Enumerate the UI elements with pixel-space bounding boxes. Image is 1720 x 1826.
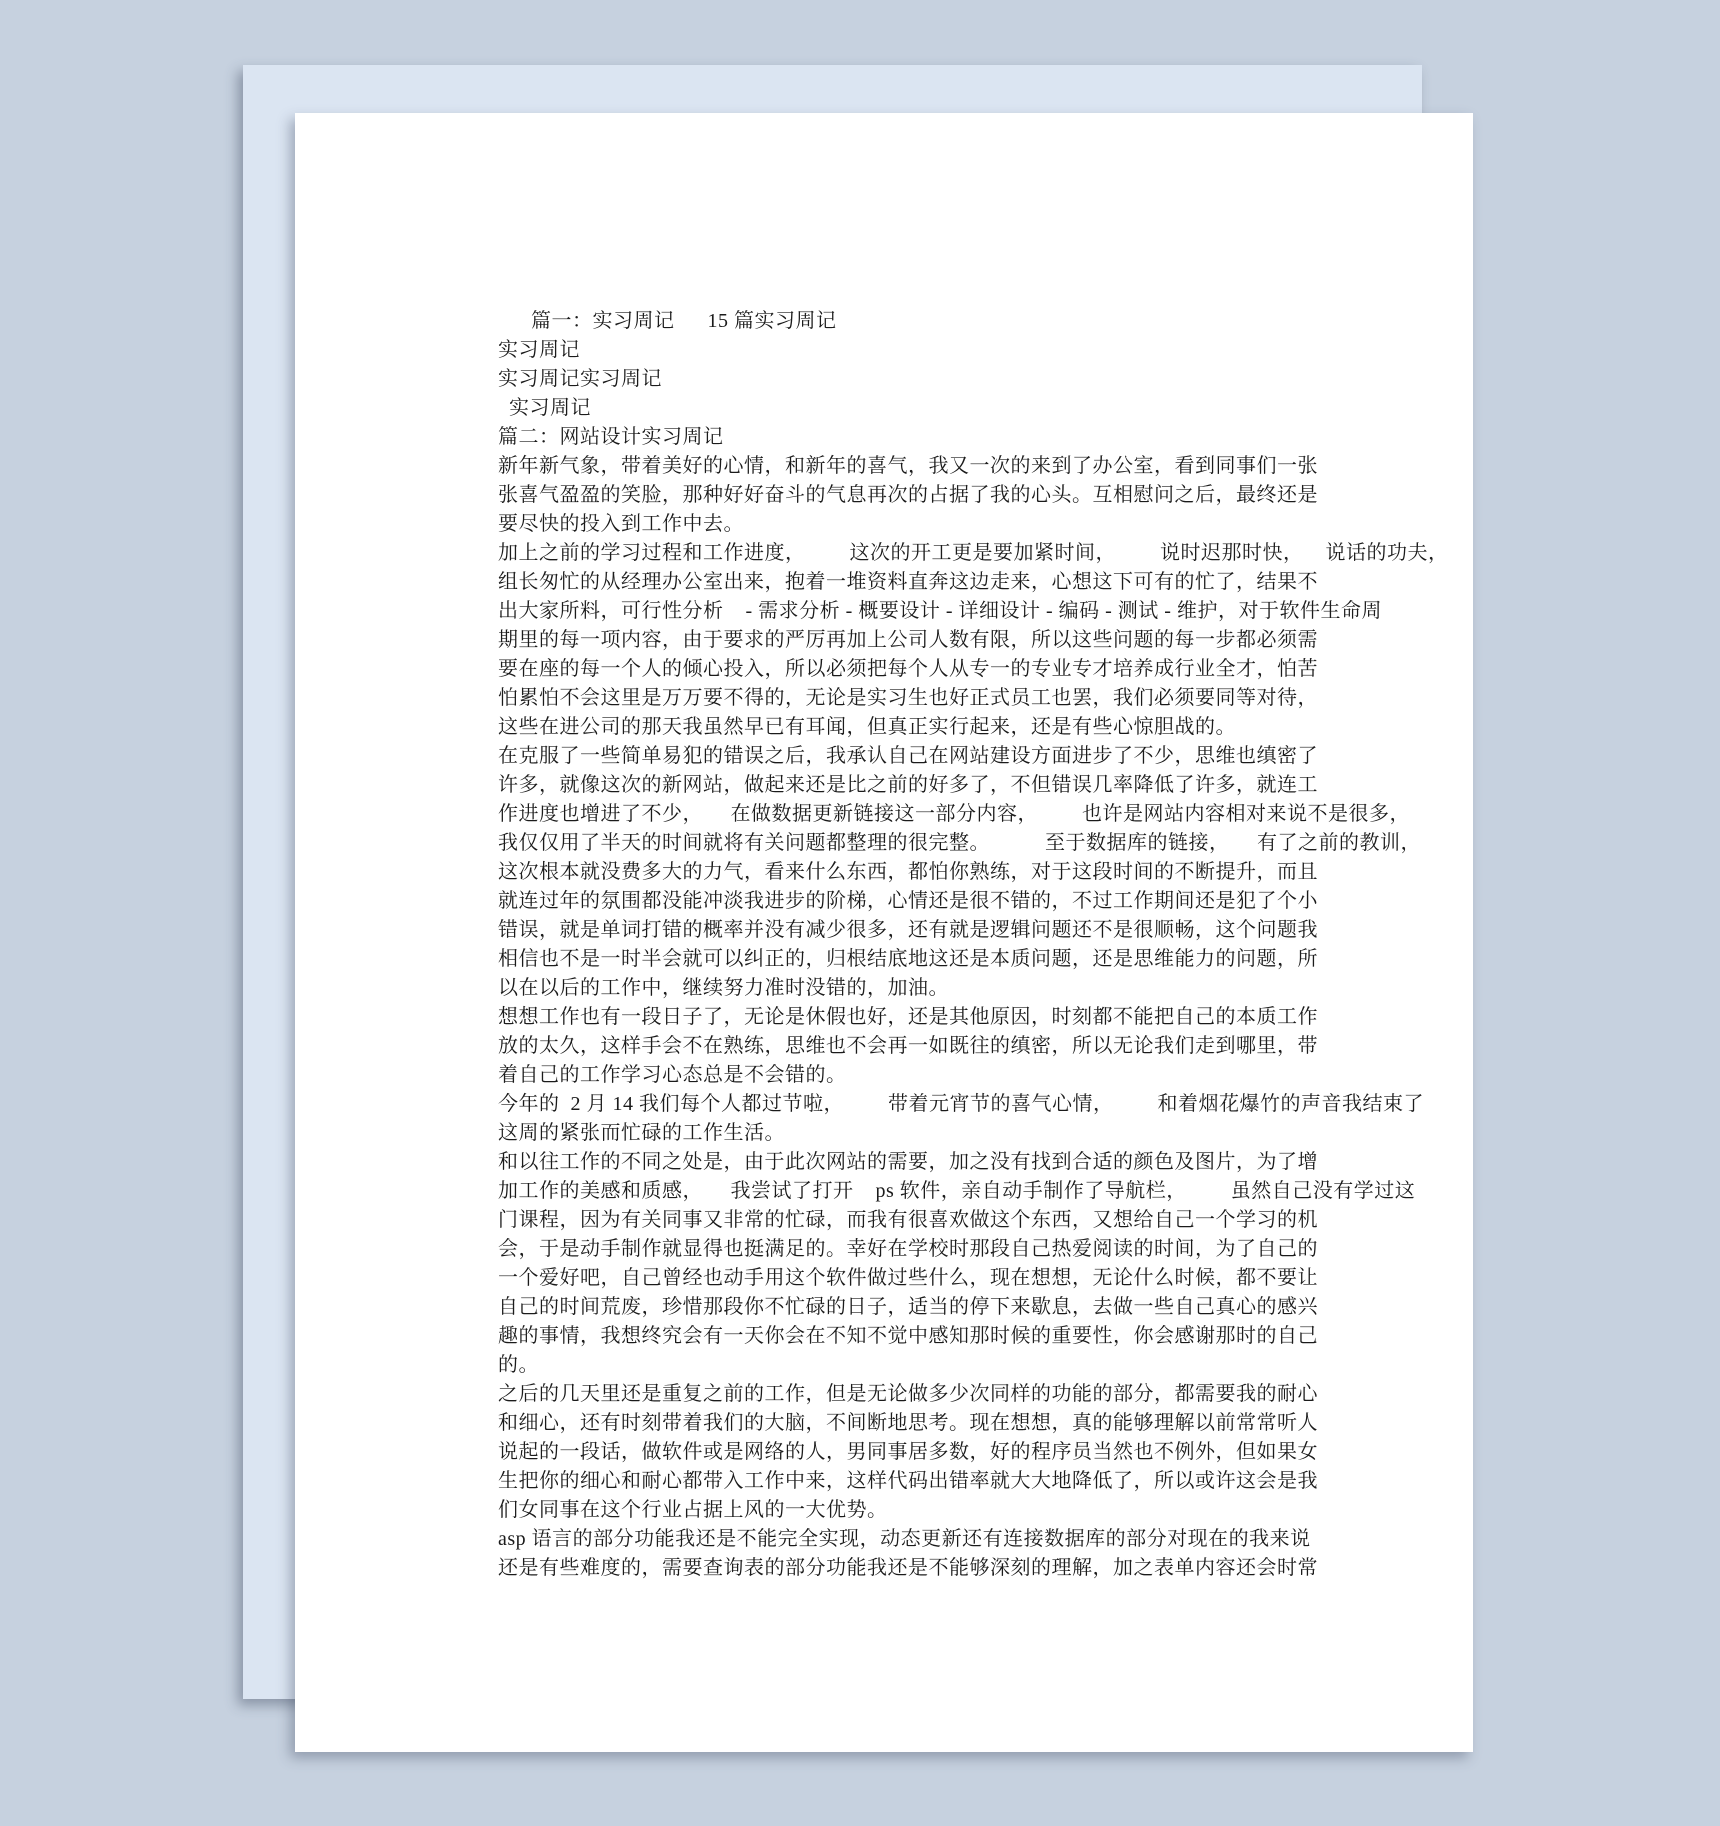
text-line: 怕累怕不会这里是万万要不得的，无论是实习生也好正式员工也罢，我们必须要同等对待， [498,687,1318,709]
text-line: 之后的几天里还是重复之前的工作，但是无论做多少次同样的功能的部分，都需要我的耐心 [498,1383,1318,1405]
text-line: 一个爱好吧，自己曾经也动手用这个软件做过些什么，现在想想，无论什么时候，都不要让 [498,1267,1318,1289]
text-line: 这些在进公司的那天我虽然早已有耳闻，但真正实行起来，还是有些心惊胆战的。 [498,716,1236,738]
text-line: 想想工作也有一段日子了，无论是休假也好，还是其他原因，时刻都不能把自己的本质工作 [498,1006,1318,1028]
text-line: 新年新气象，带着美好的心情，和新年的喜气，我又一次的来到了办公室，看到同事们一张 [498,455,1318,477]
text-line: 作进度也增进了不少， 在做数据更新链接这一部分内容， 也许是网站内容相对来说不是很多， [498,803,1410,825]
text-line: 张喜气盈盈的笑脸，那种好好奋斗的气息再次的占据了我的心头。互相慰问之后，最终还是 [498,484,1318,506]
text-line: 许多，就像这次的新网站，做起来还是比之前的好多了，不但错误几率降低了许多，就连工 [498,774,1318,796]
text-line: 要尽快的投入到工作中去。 [498,513,744,535]
text-line: 我仅仅用了半天的时间就将有关问题都整理的很完整。 至于数据库的链接， 有了之前的教训， [498,832,1421,854]
document-page [295,113,1473,1752]
text-line: 今年的 2 月 14 我们每个人都过节啦， 带着元宵节的喜气心情， 和着烟花爆竹的声音我结束了 [498,1093,1424,1115]
text-line: 说起的一段话，做软件或是网络的人，男同事居多数，好的程序员当然也不例外，但如果女 [498,1441,1318,1463]
text-line: 门课程，因为有关同事又非常的忙碌，而我有很喜欢做这个东西，又想给自己一个学习的机 [498,1209,1318,1231]
text-line: 篇二：网站设计实习周记 [498,426,724,448]
text-line: 要在座的每一个人的倾心投入，所以必须把每个人从专一的专业专才培养成行业全才，怕苦 [498,658,1318,680]
text-line: 在克服了一些简单易犯的错误之后，我承认自己在网站建设方面进步了不少，思维也缜密了 [498,745,1318,767]
text-line: 篇一：实习周记 15 篇实习周记 [498,310,837,332]
text-line: 会，于是动手制作就显得也挺满足的。幸好在学校时那段自己热爱阅读的时间，为了自己的 [498,1238,1318,1260]
text-line: 相信也不是一时半会就可以纠正的，归根结底地这还是本质问题，还是思维能力的问题，所 [498,948,1318,970]
text-line: 以在以后的工作中，继续努力准时没错的，加油。 [498,977,949,999]
text-line: 和细心，还有时刻带着我们的大脑，不间断地思考。现在想想，真的能够理解以前常常听人 [498,1412,1318,1434]
text-line: 生把你的细心和耐心都带入工作中来，这样代码出错率就大大地降低了，所以或许这会是我 [498,1470,1318,1492]
text-line: asp 语言的部分功能我还是不能完全实现，动态更新还有连接数据库的部分对现在的我来说 [498,1528,1311,1550]
text-line: 期里的每一项内容，由于要求的严厉再加上公司人数有限，所以这些问题的每一步都必须需 [498,629,1318,651]
text-line: 错误，就是单词打错的概率并没有减少很多，还有就是逻辑问题还不是很顺畅，这个问题我 [498,919,1318,941]
text-line: 实习周记实习周记 [498,368,662,390]
text-line: 实习周记 [498,339,580,361]
text-line: 和以往工作的不同之处是，由于此次网站的需要，加之没有找到合适的颜色及图片，为了增 [498,1151,1318,1173]
text-line: 放的太久，这样手会不在熟练，思维也不会再一如既往的缜密，所以无论我们走到哪里，带 [498,1035,1318,1057]
text-line: 的。 [498,1354,539,1376]
text-line: 加上之前的学习过程和工作进度， 这次的开工更是要加紧时间， 说时迟那时快， 说话的功夫， [498,542,1449,564]
text-line: 们女同事在这个行业占据上风的一大优势。 [498,1499,888,1521]
text-line: 着自己的工作学习心态总是不会错的。 [498,1064,847,1086]
text-line: 还是有些难度的，需要查询表的部分功能我还是不能够深刻的理解，加之表单内容还会时常 [498,1557,1318,1579]
text-line: 这次根本就没费多大的力气，看来什么东西，都怕你熟练，对于这段时间的不断提升，而且 [498,861,1318,883]
text-line: 趣的事情，我想终究会有一天你会在不知不觉中感知那时候的重要性，你会感谢那时的自己 [498,1325,1318,1347]
document-body-text [498,307,1478,1583]
text-line: 组长匆忙的从经理办公室出来，抱着一堆资料直奔这边走来，心想这下可有的忙了，结果不 [498,571,1318,593]
text-line: 就连过年的氛围都没能冲淡我进步的阶梯，心情还是很不错的，不过工作期间还是犯了个小 [498,890,1318,912]
text-line: 出大家所料，可行性分析 - 需求分析 - 概要设计 - 详细设计 - 编码 - 测试 - 维护，对于软件生命周 [498,600,1382,622]
text-line: 加工作的美感和质感， 我尝试了打开 ps 软件，亲自动手制作了导航栏， 虽然自己没有学过这 [498,1180,1416,1202]
text-line: 自己的时间荒废，珍惜那段你不忙碌的日子，适当的停下来歇息，去做一些自己真心的感兴 [498,1296,1318,1318]
text-line: 实习周记 [498,397,591,419]
text-line: 这周的紧张而忙碌的工作生活。 [498,1122,785,1144]
